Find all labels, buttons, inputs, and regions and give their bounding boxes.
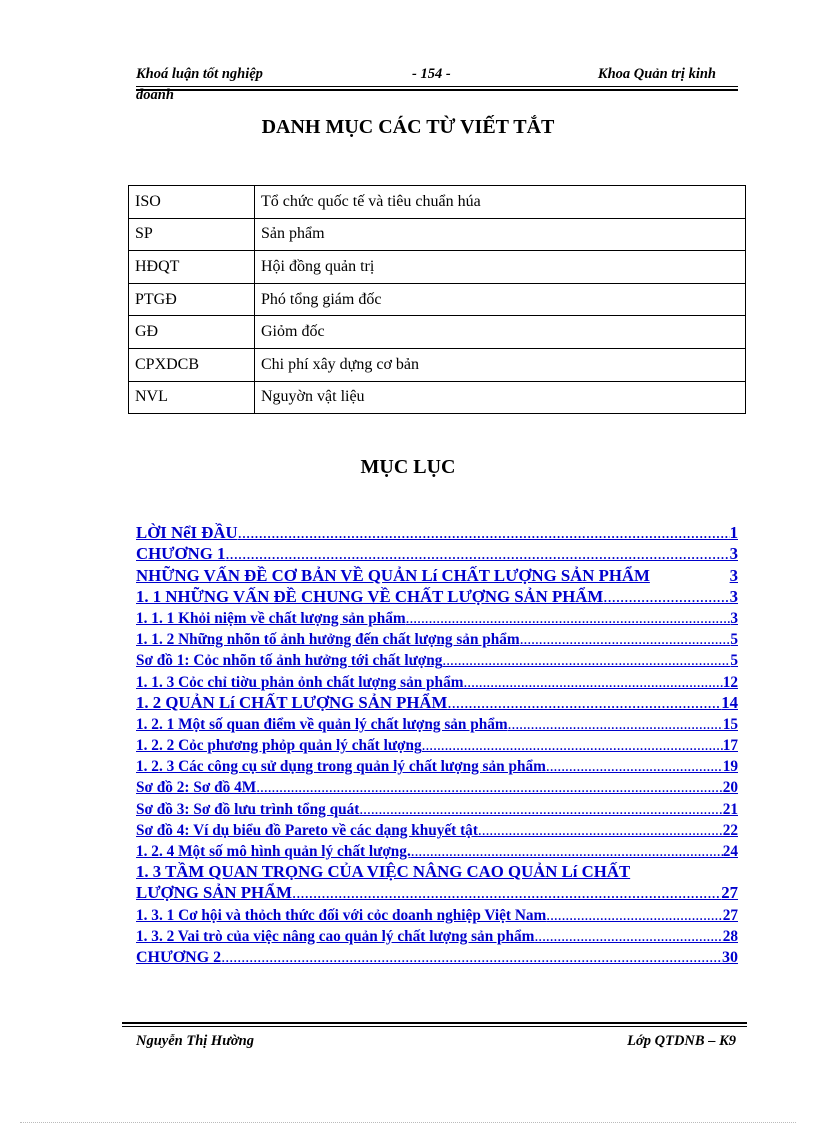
toc-entry-label: Sơ đồ 2: Sơ đồ 4M	[136, 779, 257, 797]
toc-page-number: 24	[722, 843, 738, 860]
toc-dot-leader	[478, 822, 723, 840]
table-row	[129, 283, 746, 316]
toc-page-number: 5	[730, 652, 738, 670]
page-header	[136, 66, 738, 86]
toc-entry-label: 1. 2. 4 Một số mô hình quản lý chất lượng.	[136, 843, 411, 860]
meaning-cell: Chi phí xây dựng cơ bản	[255, 348, 746, 381]
footer-class: Lớp QTDNB – K9	[627, 1033, 736, 1049]
header-rule-thick	[136, 89, 738, 91]
toc-entry-label: 1. 2. 1 Một số quan điểm về quản lý chất lượng sản phẩm	[136, 715, 508, 733]
toc-dot-leader	[442, 652, 730, 670]
toc-dot-leader	[256, 779, 722, 797]
meaning-cell: Hội đồng quản trị	[255, 251, 746, 284]
toc-dot-leader	[225, 544, 729, 564]
toc-entry-label: 1. 1 NHỮNG VẤN ĐỀ CHUNG VỀ CHẤT LƯỢNG SẢN PHẨM	[136, 586, 604, 606]
table-row	[129, 186, 746, 219]
abbreviation-cell: NVL	[129, 381, 255, 414]
toc-entry-label: LƯỢNG SẢN PHẨM	[136, 883, 292, 903]
toc-entry-label: CHƯƠNG 2	[136, 948, 222, 966]
toc-page-number: 27	[722, 906, 738, 924]
abbreviations-title: DANH MỤC CÁC TỪ VIẾT TẮT	[261, 116, 555, 138]
header-page-number: - 154 -	[412, 66, 451, 82]
meaning-cell: Nguyờn vật liệu	[255, 381, 746, 414]
toc-entry-link[interactable]	[136, 649, 738, 670]
toc-dot-leader	[406, 610, 731, 628]
toc-page-number: 20	[722, 779, 738, 797]
toc-entry-link[interactable]	[136, 946, 738, 967]
toc-entry-link[interactable]	[136, 925, 738, 946]
toc-page-number: 14	[721, 692, 738, 712]
toc-entry-link[interactable]	[136, 692, 738, 713]
toc-entry-link[interactable]	[136, 564, 738, 585]
toc-page-number: 3	[729, 544, 738, 564]
abbreviation-cell: CPXDCB	[129, 348, 255, 381]
toc-dot-leader	[292, 883, 721, 903]
toc-entry-link[interactable]	[136, 882, 738, 903]
meaning-cell: Phó tổng giám đốc	[255, 283, 746, 316]
header-rule-thin	[136, 86, 738, 87]
toc-entry-link[interactable]	[136, 522, 738, 543]
toc-page-number: 28	[722, 927, 738, 945]
toc-entry-label: 1. 3. 1 Cơ hội và thỏch thức đối với cỏc doanh nghiệp Việt Nam	[136, 906, 547, 924]
meaning-cell: Sản phẩm	[255, 218, 746, 251]
toc-dot-leader	[411, 843, 723, 861]
toc-entry-link[interactable]	[136, 713, 738, 734]
toc-page-number: 3	[729, 586, 738, 606]
header-right-text: Khoa Quản trị kinh	[597, 66, 716, 82]
toc-page-number: 17	[722, 737, 738, 755]
toc-entry-label: 1. 3 TẦM QUAN TRỌNG CỦA VIỆC NÂNG CAO QUẢN Lí CHẤT	[136, 862, 631, 882]
toc-page-number: 1	[729, 523, 738, 543]
toc-entry-label: 1. 2 QUẢN Lí CHẤT LƯỢNG SẢN PHẨM	[136, 692, 448, 712]
abbreviations-table	[128, 185, 746, 414]
toc-page-number: 3	[729, 565, 738, 585]
toc-entry-link[interactable]	[136, 755, 738, 776]
header-wrap-text: doanh	[136, 87, 174, 103]
meaning-cell: Giỏm đốc	[255, 316, 746, 349]
abbreviation-cell: SP	[129, 218, 255, 251]
toc-page-number: 12	[722, 673, 738, 691]
toc-entry-label: 1. 1. 2 Những nhõn tố ảnh hưởng đến chất lượng sản phẩm	[136, 631, 520, 649]
toc-entry-label: CHƯƠNG 1	[136, 544, 226, 564]
toc-entry-label: LỜI NểI ĐẦU	[136, 523, 238, 543]
toc-entry-label: 1. 2. 3 Các công cụ sử dụng trong quản lý chất lượng sản phẩm	[136, 758, 546, 776]
table-row	[129, 381, 746, 414]
toc-entry-link[interactable]	[136, 543, 738, 564]
abbreviation-cell: PTGĐ	[129, 283, 255, 316]
toc-dot-leader	[238, 523, 730, 543]
toc-dot-leader	[359, 801, 722, 819]
toc-dot-leader	[603, 587, 729, 607]
toc-title: MỤC LỤC	[360, 456, 456, 478]
toc-dot-leader	[221, 949, 722, 967]
abbreviation-cell: GĐ	[129, 316, 255, 349]
page-footer	[136, 1033, 738, 1053]
toc-entry-label: 1. 1. 3 Cỏc chỉ tiờu phản ỏnh chất lượng sản phẩm	[136, 673, 464, 691]
toc-entry-link[interactable]	[136, 586, 738, 607]
table-row	[129, 348, 746, 381]
toc-entry-label: 1. 2. 2 Cỏc phương phỏp quản lý chất lượng	[136, 737, 422, 755]
toc-entry-link[interactable]	[136, 776, 738, 797]
table-of-contents	[136, 522, 738, 967]
header-left-text: Khoá luận tốt nghiệp	[136, 66, 263, 82]
toc-page-number: 30	[722, 948, 738, 966]
toc-page-number: 15	[722, 715, 738, 733]
footer-author: Nguyễn Thị Hường	[136, 1033, 254, 1049]
toc-dot-leader	[546, 907, 722, 925]
toc-dot-leader	[534, 928, 722, 946]
toc-page-number: 19	[722, 758, 738, 776]
abbreviation-cell: ISO	[129, 186, 255, 219]
toc-dot-leader	[508, 716, 723, 734]
toc-entry-link[interactable]	[136, 819, 738, 840]
toc-dot-leader	[546, 758, 723, 776]
toc-dot-leader	[447, 693, 721, 713]
abbreviation-cell: HĐQT	[129, 251, 255, 284]
toc-entry-link[interactable]	[136, 628, 738, 649]
toc-entry-label: 1. 1. 1 Khỏi niệm về chất lượng sản phẩm	[136, 609, 406, 627]
footer-rule-thin	[122, 1026, 747, 1027]
toc-entry-link[interactable]	[136, 607, 738, 628]
toc-page-number: 3	[730, 609, 738, 627]
table-row	[129, 218, 746, 251]
toc-page-number: 5	[730, 631, 738, 649]
toc-entry-link[interactable]	[136, 797, 738, 818]
toc-entry-label: NHỮNG VẤN ĐỀ CƠ BẢN VỀ QUẢN Lí CHẤT LƯỢNG SẢN PHẨM	[136, 565, 650, 585]
table-row	[129, 251, 746, 284]
toc-entry-link[interactable]	[136, 861, 738, 882]
toc-entry-link[interactable]	[136, 840, 738, 861]
meaning-cell: Tổ chức quốc tế và tiêu chuẩn húa	[255, 186, 746, 219]
toc-entry-link[interactable]	[136, 670, 738, 691]
toc-dot-leader	[520, 631, 731, 649]
toc-entry-link[interactable]	[136, 734, 738, 755]
toc-dot-leader	[463, 674, 722, 692]
toc-entry-link[interactable]	[136, 903, 738, 924]
toc-entry-label: 1. 3. 2 Vai trò của việc nâng cao quản lý chất lượng sản phẩm	[136, 927, 535, 945]
toc-dot-leader	[422, 737, 723, 755]
table-row	[129, 316, 746, 349]
toc-entry-label: Sơ đồ 4: Ví dụ biểu đồ Pareto về các dạng khuyết tật	[136, 821, 478, 839]
toc-entry-label: Sơ đồ 1: Cỏc nhõn tố ảnh hưởng tới chất lượng	[136, 652, 443, 670]
toc-page-number: 27	[721, 883, 738, 903]
footer-rule-thick	[122, 1022, 747, 1024]
toc-entry-label: Sơ đồ 3: Sơ đồ lưu trình tổng quát	[136, 800, 360, 818]
toc-page-number: 22	[722, 821, 738, 839]
toc-page-number: 21	[722, 800, 738, 818]
